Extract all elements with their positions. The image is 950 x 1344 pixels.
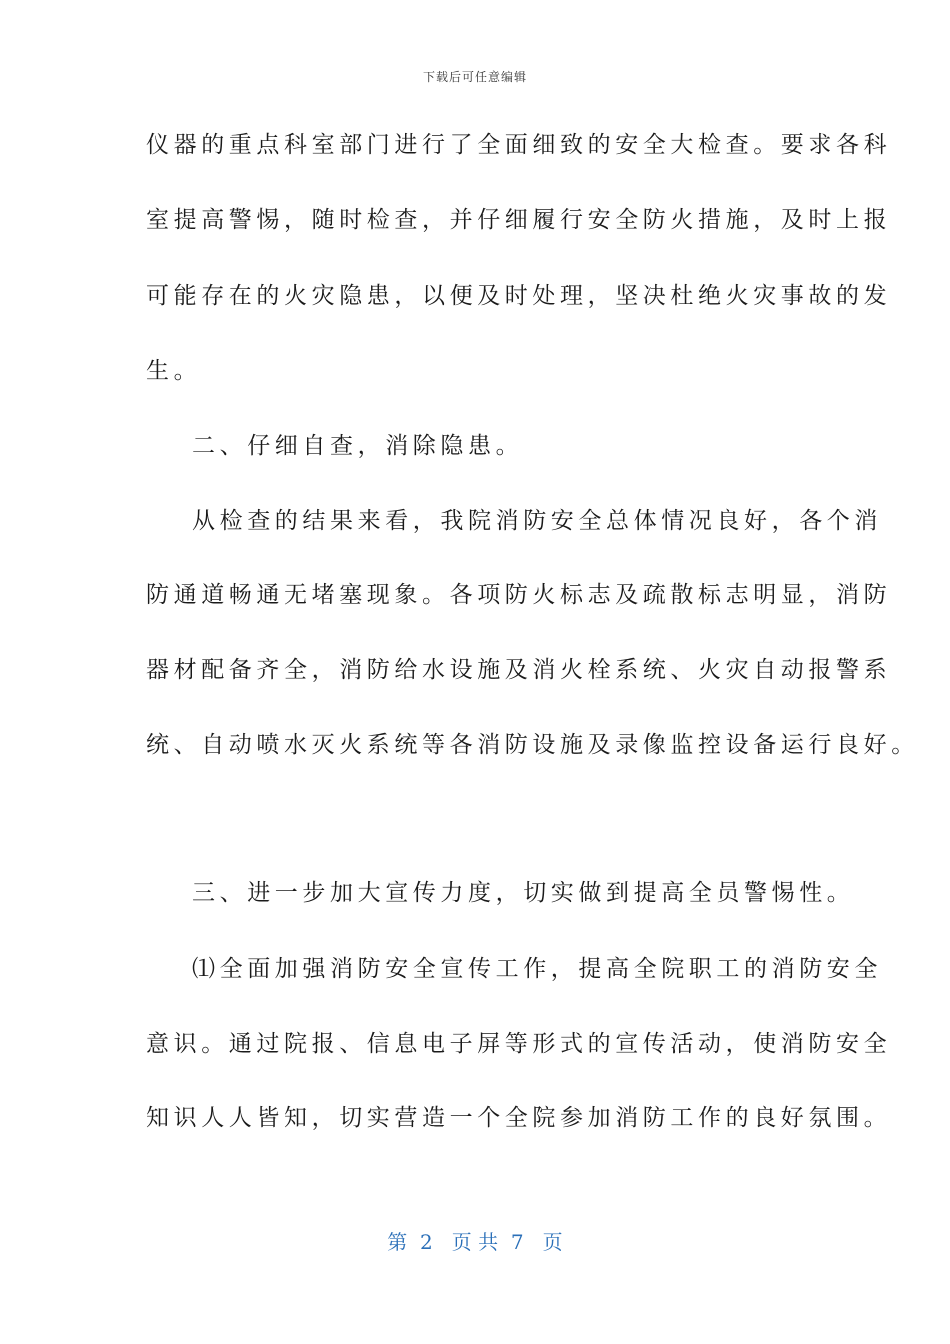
body-line: 器材配备齐全，消防给水设施及消火栓系统、火灾自动报警系 <box>146 657 892 683</box>
body-line: 生。 <box>146 358 202 384</box>
header-note: 下载后可任意编辑 <box>422 70 527 84</box>
body-line: 仪器的重点科室部门进行了全面细致的安全大检查。要求各科 <box>146 132 892 158</box>
section-heading: 三、进一步加大宣传力度，切实做到提高全员警惕性。 <box>192 880 855 906</box>
body-line: 室提高警惕，随时检查，并仔细履行安全防火措施，及时上报 <box>146 207 892 233</box>
body-line: 统、自动喷水灭火系统等各消防设施及录像监控设备运行良好。 <box>146 732 919 758</box>
body-line: 防通道畅通无堵塞现象。各项防火标志及疏散标志明显，消防 <box>146 582 892 608</box>
section-heading: 二、仔细自查，消除隐患。 <box>192 433 524 459</box>
body-line: 知识人人皆知，切实营造一个全院参加消防工作的良好氛围。 <box>146 1105 892 1131</box>
page-number: 第 2 页 共 7 页 <box>387 1230 563 1254</box>
body-line: 可能存在的火灾隐患，以便及时处理，坚决杜绝火灾事故的发 <box>146 283 892 309</box>
body-line: 从检查的结果来看，我院消防安全总体情况良好，各个消 <box>192 508 882 534</box>
body-line: ⑴全面加强消防安全宣传工作，提高全院职工的消防安全 <box>192 956 882 982</box>
body-line: 意识。通过院报、信息电子屏等形式的宣传活动，使消防安全 <box>146 1031 892 1057</box>
